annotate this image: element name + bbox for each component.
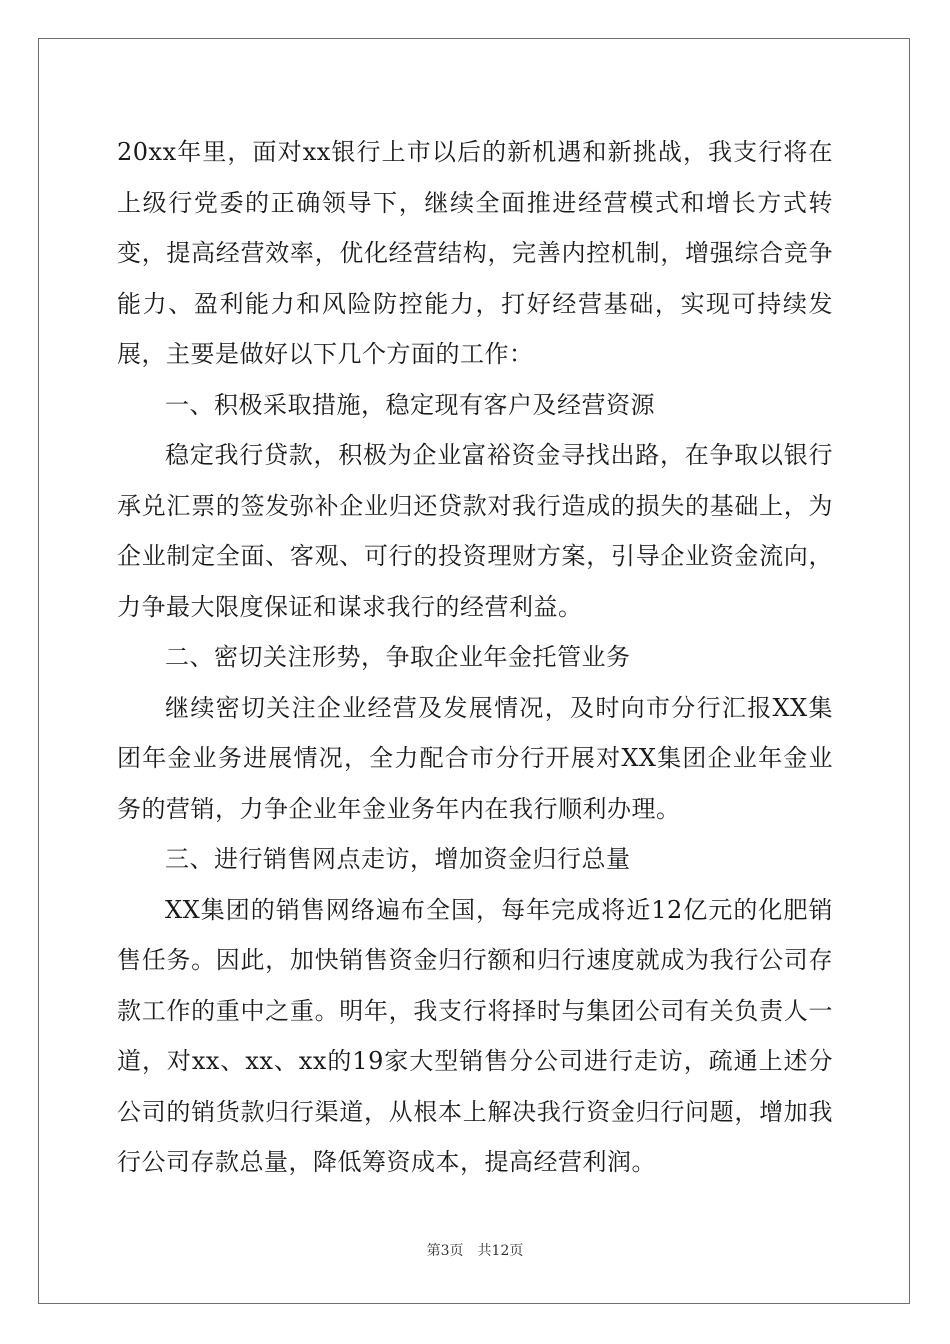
intro-paragraph: 20xx年里，面对xx银行上市以后的新机遇和新挑战，我支行将在上级行党委的正确领导下，继续全面推进经营模式和增长方式转变，提高经营效率，优化经营结构，完善内控机制，增强综合竞争能力、盈利能力和风险防控能力，打好经营基础，实现可持续发展，主要是做好以下几个方面的工作：	[117, 138, 833, 368]
section-heading-3: 三、进行销售网点走访，增加资金归行总量	[165, 845, 631, 873]
section-body-1: 稳定我行贷款，积极为企业富裕资金寻找出路，在争取以银行承兑汇票的签发弥补企业归还贷款对我行造成的损失的基础上，为企业制定全面、客观、可行的投资理财方案，引导企业资金流向，力争最大限度保证和谋求我行的经营利益。	[117, 441, 833, 621]
page-total: 共12页	[477, 1243, 524, 1259]
section-body-3: XX集团的销售网络遍布全国，每年完成将近12亿元的化肥销售任务。因此，加快销售资金归行额和归行速度就成为我行公司存款工作的重中之重。明年，我支行将择时与集团公司有关负责人一道，对xx、xx、xx的19家大型销售分公司进行走访，疏通上述分公司的销货款归行渠道，从根本上解决我行资金归行问题，增加我行公司存款总量，降低筹资成本，提高经营利润。	[117, 895, 833, 1176]
section-body-2: 继续密切关注企业经营及发展情况，及时向市分行汇报XX集团年金业务进展情况，全力配合市分行开展对XX集团企业年金业务的营销，力争企业年金业务年内在我行顺利办理。	[117, 693, 833, 823]
page-number: 第3页	[426, 1243, 464, 1259]
section-heading-1: 一、积极采取措施，稳定现有客户及经营资源	[165, 390, 655, 419]
section-heading-2: 二、密切关注形势，争取企业年金托管业务	[165, 643, 631, 671]
document-body	[117, 127, 833, 1188]
page-footer	[0, 1240, 950, 1260]
